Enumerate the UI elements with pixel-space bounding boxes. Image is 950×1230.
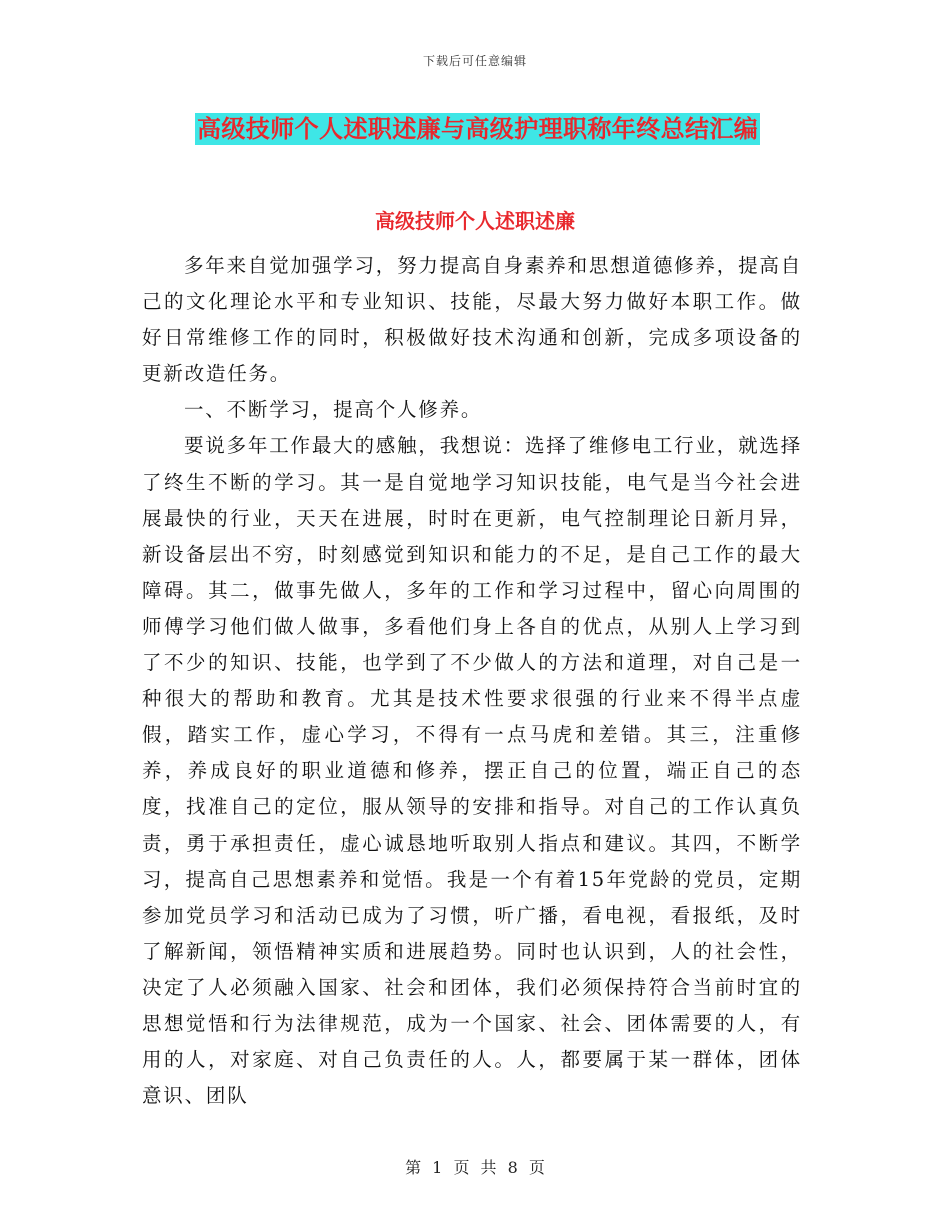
page-header-note: 下载后可任意编辑 — [422, 54, 527, 68]
page-footer: 第 1 页 共 8 页 — [405, 1158, 545, 1177]
body-paragraph: 一、不断学习，提高个人修养。 — [184, 398, 483, 422]
document-body — [142, 248, 802, 1114]
body-paragraph: 多年来自觉加强学习，努力提高自身素养和思想道德修养，提高自己的文化理论水平和专业知识、技能，尽最大努力做好本职工作。做好日常维修工作的同时，积极做好技术沟通和创新，完成多项设备的更新改造任务。 — [142, 254, 802, 386]
document-title: 高级技师个人述职述廉与高级护理职称年终总结汇编 — [197, 115, 759, 143]
body-paragraph: 要说多年工作最大的感触，我想说：选择了维修电工行业，就选择了终生不断的学习。其一是自觉地学习知识技能，电气是当今社会进展最快的行业，天天在进展，时时在更新，电气控制理论日新月异，新设备层出不穷，时刻感觉到知识和能力的不足，是自己工作的最大障碍。其二，做事先做人，多年的工作和学习过程中，留心向周围的师傅学习他们做人做事，多看他们身上各自的优点，从别人上学习到了不少的知识、技能，也学到了不少做人的方法和道理，对自己是一种很大的帮助和教育。尤其是技术性要求很强的行业来不得半点虚假，踏实工作，虚心学习，不得有一点马虎和差错。其三，注重修养，养成良好的职业道德和修养，摆正自己的位置，端正自己的态度，找准自己的定位，服从领导的安排和指导。对自己的工作认真负责，勇于承担责任，虚心诚恳地听取别人指点和建议。其四，不断学习，提高自己思想素养和觉悟。我是一个有着15年党龄的党员，定期参加党员学习和活动已成为了习惯，听广播，看电视，看报纸，及时了解新闻，领悟精神实质和进展趋势。同时也认识到，人的社会性，决定了人必须融入国家、社会和团体，我们必须保持符合当前时宜的思想觉悟和行为法律规范，成为一个国家、社会、团体需要的人，有用的人，对家庭、对自己负责任的人。人，都要属于某一群体，团体意识、团队 — [142, 434, 802, 1108]
section-title: 高级技师个人述职述廉 — [375, 209, 575, 233]
